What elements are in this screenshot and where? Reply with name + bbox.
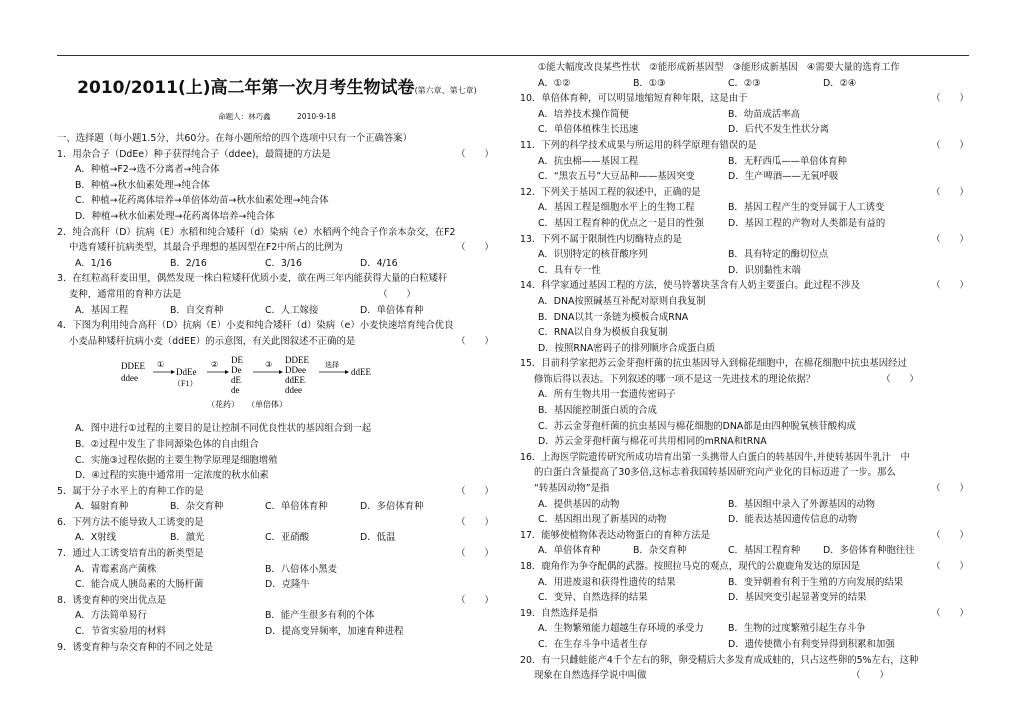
option-c: C．单倍体育种	[265, 501, 328, 513]
answer-paren[interactable]: （ ）	[931, 561, 969, 572]
option-b: B．生物的过度繁殖引起生存斗争	[728, 623, 866, 635]
question-14	[520, 278, 972, 294]
answer-paren[interactable]: （ ）	[931, 93, 969, 105]
question-4-line1: 4．下图为利用纯合高秆（D）抗病（E）小麦和纯合矮秆（d）染病（e）小麦快速培育纯合优良	[57, 320, 454, 332]
option-c: C．RNA以自身为模板自我复制	[538, 327, 668, 339]
options-row	[520, 637, 972, 653]
option-b: B．DNA以其一条链为模板合成RNA	[538, 311, 689, 323]
question-8	[57, 593, 497, 609]
option-a: A．种植→F2→选不分离者→纯合体	[75, 164, 220, 176]
selection-label: 选择	[325, 361, 339, 370]
option-d: D．4/16	[360, 257, 398, 269]
option-c: C．具有专一性	[538, 264, 601, 276]
option-d: D．生产啤酒——无氧呼吸	[728, 171, 839, 183]
answer-paren[interactable]: （ ）	[931, 529, 969, 541]
question-stem: 6．下列方法不能导致人工诱变的是	[57, 516, 204, 528]
question-stem: 10．单倍体育种，可以明显地缩短育种年限，这是由于	[520, 93, 748, 105]
question-stem: 修饰后得以表达。下列叙述的哪一项不是这一先进技术的理论依据？	[534, 373, 816, 385]
question-19	[520, 606, 972, 622]
question-2-line1: 2．纯合高秆（D）抗病（E）水稻和纯合矮秆（d）染病（e）水稻两个纯合子作亲本杂交，在F2	[57, 226, 456, 238]
options-row	[520, 154, 972, 170]
option-c: C．3/16	[265, 257, 302, 269]
answer-paren[interactable]: （ ）	[931, 280, 969, 292]
answer-paren[interactable]: （ ）	[931, 483, 969, 495]
answer-paren[interactable]: （ ）	[456, 594, 494, 606]
question-16	[520, 481, 972, 497]
question-18	[520, 559, 972, 575]
step-1-label: ①	[157, 360, 165, 370]
option-b: B．基因工程产生的变异属于人工诱变	[728, 202, 885, 214]
option-c: C．基因组出现了新基因的动物	[538, 514, 667, 526]
options-row	[520, 200, 972, 216]
answer-paren[interactable]: （ ）	[456, 485, 494, 497]
breeding-diagram	[57, 355, 497, 413]
f1-label: （F1）	[173, 379, 198, 389]
option-c: C．单倍体植株生长迅速	[538, 124, 639, 136]
question-4	[57, 334, 497, 350]
exam-title	[57, 78, 497, 101]
question-3-line1: 3．在红粒高秆麦田里，偶然发现一株白粒矮秆优质小麦，欲在两三年内能获得大量的白粒矮秆	[57, 273, 448, 285]
option-c: C．苏云金芽孢杆菌的抗虫基因与棉花细胞的DNA都是由四种脱氧核苷酸构成	[538, 420, 856, 432]
answer-paren[interactable]: （ ）	[931, 607, 969, 619]
options-row	[57, 303, 497, 319]
question-stem: 7．通过人工诱变培育出的新类型是	[57, 548, 204, 560]
option-d: D．克隆牛	[265, 579, 310, 591]
option-a: A．基因工程	[75, 304, 129, 316]
option-d: D．基因突变引起显著变异的结果	[728, 592, 867, 604]
option-c: C．实施③过程依据的主要生物学原理是细胞增殖	[75, 454, 278, 466]
option-b: B．基因组中录入了外源基因的动物	[728, 498, 876, 510]
haploid-label: （单倍体）	[247, 400, 287, 410]
question-stem: 19．自然选择是指	[520, 607, 598, 619]
option-a: A．所有生物共用一套遗传密码子	[538, 389, 676, 401]
option-d: D．多倍体育种胞往往	[823, 545, 915, 557]
option-b: B．2/16	[170, 257, 207, 269]
option-d: D．种植→秋水仙素处理→花药离体培养→纯合体	[75, 210, 275, 222]
question-stem: “转基因动物”是指	[534, 483, 610, 495]
answer-paren[interactable]: （ ）	[881, 373, 919, 385]
answer-paren[interactable]: （ ）	[931, 233, 969, 245]
options-row	[520, 543, 972, 559]
options-row	[520, 512, 972, 528]
parent-2: ddee	[121, 373, 138, 384]
result-genotype: ddEE	[351, 367, 371, 378]
options-row	[520, 169, 972, 185]
answer-paren[interactable]: （ ）	[851, 670, 889, 682]
question-16-line2: 的白蛋白含量提高了30多倍,这标志着我国转基因研究向产业化的目标迈进了一步。那么	[534, 467, 896, 479]
option-b: B．②过程中发生了非同源染色体的自由组合	[75, 438, 259, 450]
genotype-1: DDEE	[285, 355, 309, 366]
question-3	[57, 287, 497, 303]
question-12	[520, 185, 972, 201]
option-d: D．按照RNA密码子的排列顺序合成蛋白质	[538, 342, 716, 354]
question-stem: 12．下列关于基因工程的叙述中，正确的是	[520, 186, 701, 198]
option-b: B．种植→秋水仙素处理→纯合体	[75, 179, 210, 191]
question-15	[520, 372, 972, 388]
question-stem: 13．下列不属于限制性内切酶特点的是	[520, 233, 682, 245]
option-d: D．④过程的实施中通常用一定浓度的秋水仙素	[75, 470, 269, 482]
options-row	[520, 575, 972, 591]
option-a: A．用进废退和获得性遗传的结果	[538, 576, 676, 588]
option-a: A．1/16	[75, 257, 112, 269]
option-c: C．亚硝酸	[265, 532, 310, 544]
arrow-2-head	[225, 370, 229, 374]
question-stem: 麦种，通常用的育种方法是	[69, 288, 182, 300]
question-15-line1: 15．目前科学家把苏云金芽孢杆菌的抗虫基因导入到棉花细胞中，在棉花细胞中抗虫基因经过	[520, 358, 907, 370]
question-stem: 8．诱变育种的突出优点是	[57, 594, 167, 606]
question-20-line1: 20．有一只雌蛙能产4千个左右的卵，卵受精后大多发育成成蛙的，只占这些卵的5%左右，这种	[520, 654, 919, 666]
option-b: B．①③	[633, 77, 666, 89]
option-c: C．在生存斗争中适者生存	[538, 638, 648, 650]
option-b: B．八倍体小黑麦	[265, 563, 338, 575]
q9-statements: ①能大幅度改良某些性状 ②能形成新基因型 ③能形成新基因 ④需要大量的选育工作	[538, 62, 900, 73]
option-a: A．提供基因的动物	[538, 498, 620, 510]
gamete-2: De	[231, 365, 242, 376]
exam-date: 2010-9-18	[297, 112, 336, 121]
option-d: D．多倍体育种	[360, 501, 424, 513]
option-b: B．无籽西瓜——单倍体育种	[728, 155, 847, 167]
question-stem: 5．属于分子水平上的育种工作的是	[57, 485, 204, 497]
option-a: A．方法简单易行	[75, 610, 148, 622]
option-d: D．提高变异频率，加速育种进程	[265, 626, 404, 638]
section-heading: 一、选择题（每小题1.5分，共60分。在每小题所给的四个选项中只有一个正确答案）	[57, 133, 412, 144]
question-10	[520, 91, 972, 107]
options-row	[520, 216, 972, 232]
question-stem: 14．科学家通过基因工程的方法，使马铃薯块茎含有人奶主要蛋白。此过程不涉及	[520, 280, 861, 292]
question-9: 9．诱变育种与杂交育种的不同之处是	[57, 641, 213, 653]
genotype-2: DDee	[285, 365, 306, 376]
options-row	[57, 530, 497, 546]
top-rule	[57, 55, 969, 56]
answer-paren[interactable]: （ ）	[456, 335, 494, 347]
option-a: A．基因工程是细胞水平上的生物工程	[538, 202, 695, 214]
options-row	[520, 76, 972, 92]
question-stem: 17．能够使植物体表达动物蛋白的育种方法是	[520, 529, 711, 541]
options-row	[520, 621, 972, 637]
option-c: C．②③	[728, 77, 761, 89]
answer-paren[interactable]: （ ）	[456, 148, 494, 160]
options-row	[520, 590, 972, 606]
question-17	[520, 528, 972, 544]
question-13	[520, 232, 972, 248]
question-11	[520, 138, 972, 154]
genotype-3: ddEE	[285, 375, 305, 386]
option-a: A．识别特定的核苷酸序列	[538, 249, 648, 261]
title-text: 2010/2011(上)高二年第一次月考生物试卷	[77, 78, 415, 98]
option-d: D．后代不发生性状分离	[728, 124, 829, 136]
option-d: D．②④	[823, 77, 857, 89]
question-5	[57, 484, 497, 500]
option-b: B．能产生很多有利的个体	[265, 610, 375, 622]
question-stem: 18．鹿角作为争夺配偶的武器。按照拉马克的观点，现代的公鹿鹿角发达的原因是	[520, 561, 861, 572]
option-c: C．变异、自然选择的结果	[538, 592, 648, 604]
option-a: A．抗虫棉——基因工程	[538, 155, 639, 167]
option-d: D．遗传使微小有利变异得到积累和加强	[728, 638, 895, 650]
step-3-label: ③	[265, 360, 273, 370]
options-row	[520, 497, 972, 513]
author: 命题人：林巧鑫	[218, 112, 271, 121]
anther-label: （花药）	[207, 400, 239, 410]
arrow-4-head	[345, 370, 349, 374]
option-a: A．X射线	[75, 532, 116, 544]
option-c: C．能合成人胰岛素的大肠杆菌	[75, 579, 204, 591]
options-row	[57, 562, 497, 578]
options-row	[57, 608, 497, 624]
options-row	[57, 256, 497, 272]
option-c: C．基因工程育种的优点之一是目的性强	[538, 217, 704, 229]
option-a: A．①②	[538, 77, 571, 89]
options-row	[520, 247, 972, 263]
right-column	[520, 60, 972, 684]
question-16-line1: 16．上海医学院遗传研究所成功培育出第一头携带人白蛋白的转基因牛,并使转基因牛乳汁 中	[520, 451, 910, 463]
answer-paren[interactable]: （ ）	[456, 242, 494, 254]
question-7	[57, 546, 497, 562]
option-c: C．节省实验用的材料	[75, 626, 166, 638]
option-a: A．培养技术操作简便	[538, 108, 629, 120]
step-2-label: ②	[211, 360, 219, 370]
option-b: B．幼苗成活率高	[728, 108, 801, 120]
option-b: B．杂交育种	[633, 545, 687, 557]
option-b: B．基因能控制蛋白质的合成	[538, 405, 657, 417]
question-20	[520, 668, 972, 684]
option-a: A．青霉素高产菌株	[75, 563, 157, 575]
gamete-4: de	[231, 385, 240, 396]
option-a: A．图中进行①过程的主要目的是让控制不同优良性状的基因组合到一起	[75, 423, 372, 435]
option-d: D．识别黏性末端	[728, 264, 801, 276]
option-c: C．种植→花药离体培养→单倍体幼苗→秋水仙素处理→纯合体	[75, 195, 329, 207]
option-d: D．苏云金芽孢杆菌与棉花可共用相同的mRNA和tRNA	[538, 436, 767, 448]
title-note: (第六章、第七章)	[414, 86, 477, 95]
question-stem: 现象在自然选择学说中叫做	[534, 670, 647, 682]
f1-genotype: DdEe	[176, 367, 197, 378]
option-d: D．能表达基因遗传信息的动物	[728, 514, 858, 526]
left-column	[57, 60, 497, 655]
options-row	[520, 107, 972, 123]
answer-paren[interactable]: （ ）	[931, 186, 969, 198]
answer-paren[interactable]: （ ）	[931, 139, 969, 151]
option-c: C．“黑农五号”大豆品种——基因突变	[538, 171, 695, 183]
options-row	[57, 499, 497, 515]
gamete-1: DE	[231, 355, 243, 366]
parent-1: DDEE	[121, 361, 145, 372]
answer-paren[interactable]: （ ）	[456, 548, 494, 560]
option-c: C．人工嫁接	[265, 304, 319, 316]
arrow-1-head	[171, 370, 175, 374]
genotype-4: ddee	[285, 385, 302, 396]
answer-paren[interactable]: （ ）	[378, 288, 416, 300]
option-d: D．低温	[360, 532, 396, 544]
options-row	[520, 122, 972, 138]
answer-paren[interactable]: （ ）	[456, 516, 494, 528]
options-row	[520, 263, 972, 279]
option-c: C．基因工程育种	[728, 545, 801, 557]
question-stem: 1．用杂合子（DdEe）种子获得纯合子（ddee)，最简捷的方法是	[57, 148, 331, 160]
option-b: B．变异朝着有利于生殖的方向发展的结果	[728, 576, 904, 588]
question-6	[57, 515, 497, 531]
option-a: A．DNA按照碱基互补配对原则自我复制	[538, 295, 706, 307]
byline	[57, 111, 497, 123]
options-row	[57, 624, 497, 640]
option-a: A．单倍体育种	[538, 545, 601, 557]
gamete-3: dE	[231, 375, 241, 386]
question-stem: 小麦品种矮秆抗病小麦（ddEE）的示意图，有关此图叙述不正确的是	[69, 335, 356, 347]
option-a: A．生物繁殖能力超越生存环境的承受力	[538, 623, 704, 635]
question-1	[57, 147, 497, 163]
arrow-3-head	[279, 370, 283, 374]
option-b: B．杂交育种	[170, 501, 224, 513]
question-2	[57, 240, 497, 256]
option-b: B．自交育种	[170, 304, 224, 316]
question-stem: 11．下列的科学技术成果与所运用的科学原理有错误的是	[520, 139, 757, 151]
option-b: B．具有特定的酶切位点	[728, 249, 829, 261]
options-row	[57, 577, 497, 593]
question-stem: 中选育矮秆抗病类型，其最合乎理想的基因型在F2中所占的比例为	[69, 242, 343, 254]
option-b: B．激光	[170, 532, 205, 544]
option-d: D．单倍体育种	[360, 304, 424, 316]
option-a: A．辐射育种	[75, 501, 129, 513]
option-d: D．基因工程的产物对人类都是有益的	[728, 217, 886, 229]
